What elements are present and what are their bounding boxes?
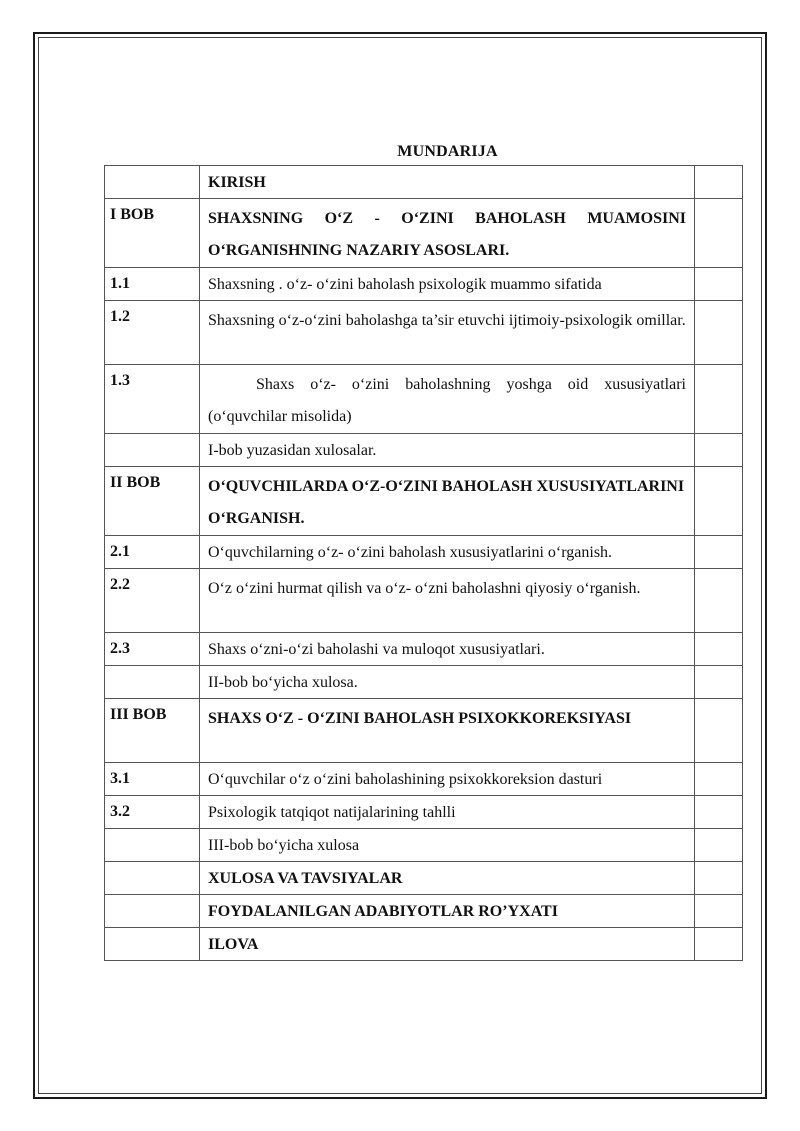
toc-row — [105, 467, 743, 536]
toc-number: III BOB — [105, 699, 200, 763]
toc-page-cell — [695, 829, 743, 862]
toc-row — [105, 862, 743, 895]
toc-number: 2.3 — [105, 633, 200, 666]
toc-page-cell — [695, 166, 743, 199]
toc-number: 1.1 — [105, 268, 200, 301]
toc-number — [105, 895, 200, 928]
toc-number — [105, 166, 200, 199]
toc-title: FOYDALANILGAN ADABIYOTLAR RO’YXATI — [200, 895, 695, 928]
toc-number: 1.2 — [105, 301, 200, 365]
toc-title: SHAXSNING O‘Z - O‘ZINI BAHOLASH MUAMOSINI O‘RGANISHNING NAZARIY ASOSLARI. — [200, 199, 695, 268]
toc-title: Shaxs o‘zni-o‘zi baholashi va muloqot xususiyatlari. — [200, 633, 695, 666]
toc-row — [105, 536, 743, 569]
toc-row — [105, 166, 743, 199]
toc-title: ILOVA — [200, 928, 695, 961]
toc-number: 2.2 — [105, 569, 200, 633]
toc-title: III-bob bo‘yicha xulosa — [200, 829, 695, 862]
toc-row — [105, 434, 743, 467]
toc-title: Shaxs o‘z- o‘zini baholashning yoshga oid xususiyatlari (o‘quvchilar misolida) — [200, 365, 695, 434]
toc-page-cell — [695, 268, 743, 301]
toc-title: O‘quvchilarning o‘z- o‘zini baholash xususiyatlarini o‘rganish. — [200, 536, 695, 569]
toc-title: KIRISH — [200, 166, 695, 199]
toc-page-cell — [695, 763, 743, 796]
toc-number: 3.2 — [105, 796, 200, 829]
toc-row — [105, 895, 743, 928]
toc-row — [105, 763, 743, 796]
toc-title: O‘QUVCHILARDA O‘Z-O‘ZINI BAHOLASH XUSUSIYATLARINI O‘RGANISH. — [200, 467, 695, 536]
toc-number: II BOB — [105, 467, 200, 536]
toc-title: Shaxsning o‘z-o‘zini baholashga ta’sir etuvchi ijtimoiy-psixologik omillar. — [200, 301, 695, 365]
toc-page-cell — [695, 301, 743, 365]
toc-page-cell — [695, 796, 743, 829]
toc-number: I BOB — [105, 199, 200, 268]
toc-row — [105, 796, 743, 829]
toc-title: II-bob bo‘yicha xulosa. — [200, 666, 695, 699]
toc-row — [105, 569, 743, 633]
toc-row — [105, 365, 743, 434]
document-title: MUNDARIJA — [397, 143, 498, 160]
toc-row — [105, 633, 743, 666]
toc-number — [105, 666, 200, 699]
toc-number — [105, 928, 200, 961]
toc-title: SHAXS O‘Z - O‘ZINI BAHOLASH PSIXOKKOREKSIYASI — [200, 699, 695, 763]
toc-number — [105, 862, 200, 895]
toc-title: Shaxsning . o‘z- o‘zini baholash psixologik muammo sifatida — [200, 268, 695, 301]
toc-row — [105, 301, 743, 365]
toc-number: 1.3 — [105, 365, 200, 434]
toc-row — [105, 199, 743, 268]
toc-page-cell — [695, 569, 743, 633]
toc-number: 3.1 — [105, 763, 200, 796]
toc-page-cell — [695, 467, 743, 536]
toc-page-cell — [695, 199, 743, 268]
toc-title: O‘quvchilar o‘z o‘zini baholashining psixokkoreksion dasturi — [200, 763, 695, 796]
toc-page-cell — [695, 895, 743, 928]
toc-page-cell — [695, 365, 743, 434]
toc-page-cell — [695, 633, 743, 666]
toc-page-cell — [695, 862, 743, 895]
toc-row — [105, 699, 743, 763]
toc-page-cell — [695, 928, 743, 961]
toc-page-cell — [695, 699, 743, 763]
toc-number — [105, 829, 200, 862]
toc-page-cell — [695, 666, 743, 699]
toc-row — [105, 928, 743, 961]
toc-title: I-bob yuzasidan xulosalar. — [200, 434, 695, 467]
toc-row — [105, 666, 743, 699]
toc-title: Psixologik tatqiqot natijalarining tahlli — [200, 796, 695, 829]
toc-page-cell — [695, 434, 743, 467]
toc-title: XULOSA VA TAVSIYALAR — [200, 862, 695, 895]
toc-title: O‘z o‘zini hurmat qilish va o‘z- o‘zni baholashni qiyosiy o‘rganish. — [200, 569, 695, 633]
toc-row — [105, 268, 743, 301]
toc-row — [105, 829, 743, 862]
table-of-contents — [104, 165, 743, 961]
toc-number — [105, 434, 200, 467]
toc-number: 2.1 — [105, 536, 200, 569]
toc-page-cell — [695, 536, 743, 569]
